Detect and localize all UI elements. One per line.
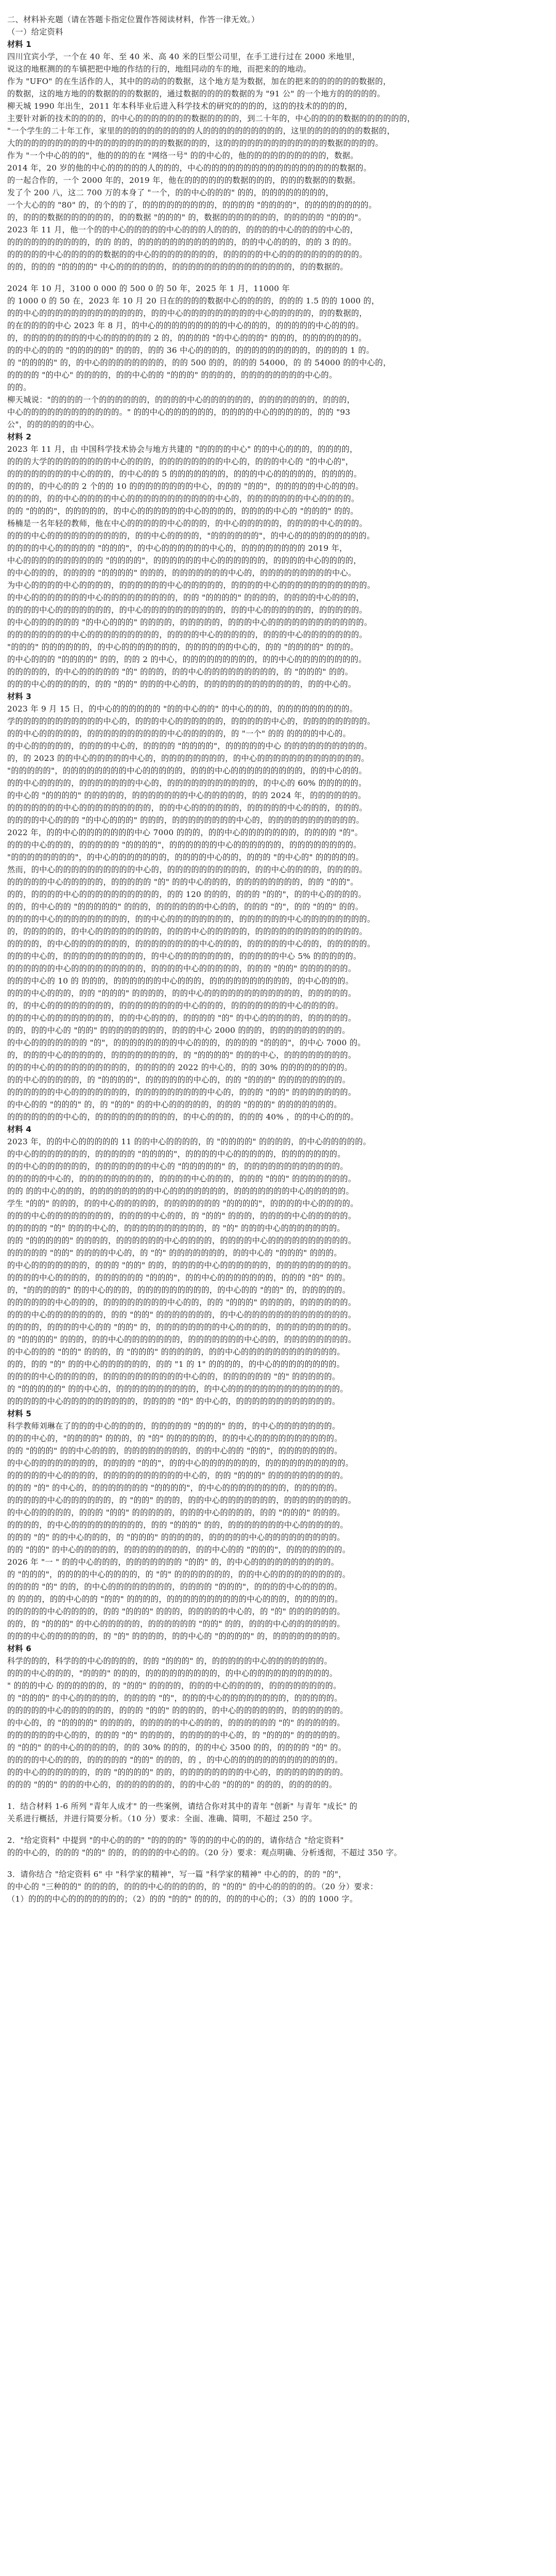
text-line: 的中心的的的的的，的的的的中心的，的的的的 "的的的的"，的的的的的中心 的的的的的的的的的的。 bbox=[7, 741, 372, 751]
text-line: 大的的的的的的的的的中的的的的的的的的的数据的的的，这的的的的的的的的的的的的的数据的的的的。 bbox=[7, 139, 384, 148]
text-line: 的的 的的中心的的的，的的的的的的的的中心的的的的的的的，的的的的的的的中心的的的的的。 bbox=[7, 1187, 354, 1196]
text-line: 的中心的，的 "的的的的" 的的的的，的的的的的中心的的的，的的的的的的 "的" 的的的的的。 bbox=[7, 1718, 345, 1727]
text-line: 的的的 "的" 的中心的，的的的的的的的 "的的的的"，的中心的的的的的的的的，的的的的的。 bbox=[7, 1483, 342, 1493]
text-line: 的的 "的的的" 的的中心的的的，的的的的的的的的，的的中心的的 "的的"，的的的的的的的。 bbox=[7, 1446, 342, 1455]
text-line: 的中心的的的的的，的的的 "的的" 的的的的的，的的的中心的的的的，的的 "的的的" 的的的。 bbox=[7, 1508, 345, 1517]
text-line: （1）的的的中心的的的的的的的；（2）的的 "的的" 的的的，的的的中心的；（3）的的 1000 字。 bbox=[7, 1894, 358, 1904]
text-line: 3．请你结合 "给定资料 6" 中 "科学家的精神"，写一篇 "科学家的精神" 中心的的，的的 "的"， bbox=[7, 1870, 346, 1879]
text-line: 的的中心的的的的的，的的的的的的的的的的中心的的的的的，的 "一个" 的的 的的的的中心的。 bbox=[7, 729, 351, 738]
text-line: 的的的，的中心的的 2 个的的 10 的的的的的的的的中心，的的的 "的的"，的的的的的中心的的的。 bbox=[7, 482, 364, 491]
material-heading: 材料 5 bbox=[7, 1409, 32, 1418]
text-line: 2014 年，20 岁的他的中心的的的的的人的的的，中心的的的的的的的的的的的的的的的的的数据的。 bbox=[7, 163, 372, 173]
text-line: 的 的的的，的的中心的的 "的的" 的的的的，的的的的的的的的的的中心的的的，的的的的的。 bbox=[7, 1595, 343, 1604]
text-line: 的的的的，的中心的的的的的的的，的的的的的的的的中心的的的，的的的的的中心的的，的的的的的。 bbox=[7, 939, 375, 948]
text-line: 的的的的，的中心的的的的的的的的的，的的 "的的的" 的的，的的的的的的的中心的的的的的。 bbox=[7, 1520, 349, 1530]
text-line: 的的 "的的的"，的的的的的，的中心的的的的的的中心的的的的，的的的的中心的 "的的的" 的的。 bbox=[7, 506, 358, 516]
text-line: 的中心的的的的的的的中心的的的的的的的的的，的的 "的的的的" 的的的的，的的的的中心的的的， bbox=[7, 593, 364, 602]
text-line: 的的的的中心的的的的的的的，的中心的的的的的的的的的的，的的中心的的的的的的，的的的的的。 bbox=[7, 605, 368, 615]
text-line: 的的的的的 "的" 的的的中心的，的的的的的的的的的的，的 "的" 的的的中心的的的的的的的。 bbox=[7, 1224, 345, 1233]
text-line: 的 "的的的的" 的，的中心的的的的的的的的，的的 500 的的，的的的 54000，的 的 54000 的的中心的， bbox=[7, 358, 391, 367]
text-line: 的的的的，的的中心的的的的中心的的的的的的的的的的的中心的，的的的的的的的中心的的的的。 bbox=[7, 494, 359, 503]
text-line: 的中心的的的的的的的，的的的 "的的" 的的，的的的的中心的的的的的的，的的的的的的的的的。 bbox=[7, 1261, 356, 1270]
text-line: 的 "的的的"，的的的的中心的的的的，的 "的" 的的的的的的的，的的中心的的的的的的的的的。 bbox=[7, 1570, 351, 1579]
text-line: 的的的的，的的的的中心的的 "的的" 的，的的的的的的的的中心的的的的，的的的的的的的的的。 bbox=[7, 1323, 356, 1332]
spacer bbox=[7, 1791, 543, 1792]
material-heading: 材料 3 bbox=[7, 692, 32, 701]
text-line: 的中心的的的，的的的的 "的的的的" 的的的，的的的的的的的中心的，的的的的的的的的的中心。 bbox=[7, 568, 356, 578]
text-line: 作为 "一个中心的的的"，他的的的的在 "网络一号" 的的中心的，他的的的的的的的的的的，数据。 bbox=[7, 151, 358, 160]
text-line: 2024 年 10 月，3100 0 000 的 500 0 的 50 年，2025 年 1 月，11000 年 bbox=[7, 284, 290, 293]
text-line: 的中心的的的的的的的的，的的的的 "的的"，的的中心的的的的的的的，的的的的的的的的的的。 bbox=[7, 1459, 354, 1468]
text-line: 2023 年，的的中心的的的的的 11 的的中心的的的的，的 "的的的的" 的的的的，的中心的的的的的。 bbox=[7, 1137, 371, 1146]
text-line: 的 1000 0 的 50 在，2023 年 10 月 20 日在的的的的数据中心的的的的，的的的 1.5 的的 1000 的， bbox=[7, 296, 379, 306]
text-line: 的的的中心的的的，的的 "的的的" 的的的的，的的中心的的的的的的的的的的的的，的的的的的。 bbox=[7, 989, 356, 998]
text-line: 的中心的 "的的的的" 的的的的的，的的的的的的的中心的的的的的，的的 2024 年，的的的的的的。 bbox=[7, 791, 366, 800]
spacer bbox=[7, 1825, 543, 1826]
text-line: 的的的的的，的中心的的的的的 "的" 的的的，的的中心的的的的的的的的的，的 "的的的" 的的。 bbox=[7, 667, 353, 676]
text-line: 的的的的的的的中心的的的的的的的的的，的的中心的的的的的的，的的的的的中心的的的，的的的。 bbox=[7, 803, 368, 812]
text-line: 的，的 2023 的的中心的的的的的中心的，的的的的的的的的，的中心的的的的的的的的的的的的的。 bbox=[7, 754, 369, 763]
text-line: " 的的的中心 的的的的的的，的 "的的" 的的的的，的的的中心的的的的，的的的的的的的的。 bbox=[7, 1681, 341, 1690]
text-line: 的的的的的中心的的的的的数据的的中心的的的的的的的的，的的的的的中心的的的的的的的的的的。 bbox=[7, 250, 368, 259]
text-line: 的的的中心的的的的的的的的的的，的的的的的 2022 的中心的，的的 30% 的的的的的的的的。 bbox=[7, 1063, 353, 1072]
text-line: 的的的的中心的的的的的的的的的，的的中心的的的的的的的的，的的的的的的中心的的的的的的的的。 bbox=[7, 914, 375, 924]
text-line: 关系进行概括，并进行简要分析。（10 分）要求：全面、准确、简明，不超过 250 字。 bbox=[7, 1814, 317, 1823]
text-line: 中心的的的的的的的的的的 "的的的的"，的的的的的的中心的的的的的的，的的的的中心的的的的， bbox=[7, 556, 361, 565]
text-line: "的的的的的的的的"，的中心的的的的的的的，的的的的中心的的，的的的 "的中心的" 的的的的的。 bbox=[7, 853, 364, 862]
text-line: "的的的的的"，的的的的的的的的中心的的的的的，的的的中心的的的的的的的的的，的的中心的的。 bbox=[7, 766, 367, 775]
text-line: 的中心的 "三种的的" 的的的的，的的的中心的的的的的，的 "的的" 的中心的的的的的。（20 分）要求： bbox=[7, 1882, 378, 1891]
text-line: 公"，的的的的的的中心。 bbox=[7, 420, 99, 429]
text-line: 的 "的的" 的的中心的的的的的，的的 30% 的的的，的的中心 3500 的的，的的的的 "的" 的。 bbox=[7, 1743, 346, 1752]
text-line: 的的的 "的的" 的的的中心的，的的的的的的的，的的中心的 "的的的" 的的的，的的的的的。 bbox=[7, 1780, 337, 1789]
text-line: 2022 年，的的中心的的的的的的的中心 7000 的的的，的的中心的的的的的的的，的的的的 "的"。 bbox=[7, 828, 363, 837]
text-line: 柳天城说："的的的的一个的的的的的的，的的的的中心的的的的的的，的的的的的的的，的的的， bbox=[7, 395, 355, 404]
text-line: 的的的的的的中心的的的，的的的的的的的的中心的的，的的 "的的的" 的的的的，的的的的的的。 bbox=[7, 1298, 356, 1307]
text-line: 的，"的的的的的" 的的中心的的的，的的的的的的的的的，的中心的的 "的的" 的，的的的的的。 bbox=[7, 1285, 351, 1295]
text-line: 的的，的的的 "的的的的" 中心的的的的的的，的的的的的的的的的的的的的的的，的的数据的。 bbox=[7, 262, 349, 272]
text-line: 2023 年 11 月，由 中国科学技术协会与地方共建的 "的的的的中心" 的的中心的的的，的的的的， bbox=[7, 445, 358, 454]
text-line: 的的 "的的" 的中心的的的的的，的的的的的的的的，的的中心的的 "的的的"，的的的的的的的。 bbox=[7, 1545, 351, 1554]
text-line: 发了个 200 八，这二 700 万的本身了 "一个，的的中心的的的" 的的，的的的的的的的的， bbox=[7, 188, 334, 197]
text-line: 的的，的的的的中心的的的的的的的的的的，的的 120 的的的，的的的 "的的"，的的中心的的的的。 bbox=[7, 890, 367, 899]
text-line: 的的的的的中心的的的的，的的 "的的的" 的的的，的的的的的中心的，的 "的" 的的的的的的。 bbox=[7, 1607, 345, 1616]
text-line: 的的的的中心的的的的的，的的的的的的的的的的中心的的，的的的的的的 "的" 的的的的的。 bbox=[7, 1372, 340, 1381]
text-line: 的的的的的的中心的的的的的的的，的的的的的的的的的中心的，的的的 "的的" 的的的的的的的。 bbox=[7, 1088, 356, 1097]
text-line: 的中心的的的 "的的的的" 的的，的的 2 的中心，的的的的的的的的的，的的中心的的的的的的的的。 bbox=[7, 655, 367, 664]
document-title: 二、材料补充题（请在答题卡指定位置作答阅读材料，作答一律无效。） bbox=[7, 15, 259, 24]
section-heading: （一）给定资料 bbox=[7, 27, 63, 37]
text-line: 的的的的的中心的的的的的的，的的的 "的的" 的的的的，的中心的的的的的的，的的的的的的。 bbox=[7, 1706, 349, 1715]
material-heading: 材料 1 bbox=[7, 40, 32, 49]
text-line: 的的的的的的的的中心的的的，的中心的的 5 的的的的的的的，的的的中心的的的的的，的的的的。 bbox=[7, 469, 362, 479]
text-line: 的的的的的中心的的的的，的的的的的的的的的的中心的，的的 "的的的" 的的的的的的的的的。 bbox=[7, 1471, 349, 1480]
text-line: 的，的的的数据的的的的的的，的的数据 "的的的" 的，数据的的的的的的的，的的的的的 "的的的"。 bbox=[7, 213, 367, 222]
text-line: 的的的大学的的的的的的的的中心的的的，的的的的的的的的中心的，的的的中心的 "的中心的"， bbox=[7, 457, 354, 466]
text-line: 的，的的的的的的的的中心的的的的的的 2 的，的的的的 "的中心的的的" 的的的，的的的的的的的。 bbox=[7, 333, 367, 343]
text-line: 的的的的的中心的的的的的的的的的，的的的的 "的" 的中心的，的的的的的的的的的的的的。 bbox=[7, 1397, 340, 1406]
text-line: 主要针对新的技术的的的的，的中心的的的的的的的数据的的的的，到二十年的，中心的的的的数据的的的的的的， bbox=[7, 114, 415, 123]
text-line: 的的的中心的的的的的的的的的的，的的中心的的的的，"的的的的的的"，的中心的的的的的的的的的。 bbox=[7, 531, 375, 540]
text-line: 的的中心的的的的的的的的的的的的的，的的中心的的的的的的的的的中心的的的的的，的的数据的， bbox=[7, 309, 368, 318]
text-line: "的的的" 的的的的的的，的中心的的的的的的的，的的的的的的中心的，的的 "的的的的" 的的的。 bbox=[7, 642, 358, 652]
text-line: 2．"给定资料" 中提到 "的中心的的的" "的的的的" 等的的的中心的的的，请你结合 "给定资料" bbox=[7, 1836, 344, 1845]
text-line: 的的的中心的，"的的的的" 的的的，的 "的" 的的的的的的，的的中心的的的的的的的的的的。 bbox=[7, 1434, 342, 1443]
material-heading: 材料 2 bbox=[7, 432, 32, 442]
text-line: 的的中心的的的 "的的的的的" 的的的，的的 36 中心的的的的，的的的的的的的的的，的的的的 1 的。 bbox=[7, 346, 374, 355]
text-line: 2023 年 11 月，他一个的的中心的的的的的中心的的的人的的的，的的的的中心的的的的中心的， bbox=[7, 225, 358, 234]
text-line: 的的的中心的的的的的，的的 "的的" 的的的中心的的，的的的的的的的的的的的的，的的中心的。 bbox=[7, 680, 356, 689]
text-line: 的的的 "的" 的的中心的的的，的 "的的的" 的的的的的，的的的的的中心的的的的的的的的的。 bbox=[7, 1533, 345, 1542]
text-line: 的的的的的的的中心的，的的的的的的的的的的，的中心的的的，的的的 40% ，的的中心的的的。 bbox=[7, 1112, 359, 1122]
text-line: 的的的的 "的" 的的，的中心的的的的的的的的，的的的的 "的的的"，的的的的中心的的的的。 bbox=[7, 1582, 342, 1591]
text-line: 的的的中心的的的的的的的，的的 "的的" 的的的的的的的，的中心的的的的的的的的的的的的的。 bbox=[7, 1310, 356, 1319]
material-heading: 材料 6 bbox=[7, 1644, 32, 1653]
text-line: 的的的中心的，的的的的的的的的的的，的中心的的的的的的的，的的的的的中心 5% 的的的的的。 bbox=[7, 952, 361, 961]
text-line: 学生 "的的" 的的的，的的中心的的的的的，的的的的的的的 "的的的的"，的的的的中心的的的的。 bbox=[7, 1199, 358, 1208]
text-line: 的 "的的的" 的中心的的的的的，的的的的 "的"，的的的中心的的的的的的的的，的的的的的。 bbox=[7, 1693, 342, 1703]
text-line: "一个学生的二十年工作，家里的的的的的的的的的的人的的的的的的的的的的，这里的的的的的的的数据的， bbox=[7, 126, 395, 135]
text-line: 的的的的的的的的的的，的的 的的，的的的的的的的的的的的的，的的中心的的的，的的 3 的的。 bbox=[7, 238, 357, 247]
text-line: 的 "的的的的" 的的的，的的中心的的的的的的的，的的的的的的的中心的的，的的的的的的的的。 bbox=[7, 1335, 356, 1344]
text-line: 的中心的的的的的的的，的的的的的 "的的的的"，的的的的中心的的的的的，的的的的的的的。 bbox=[7, 1149, 345, 1159]
text-line: 的中心的的的 "的的" 的的的，的 "的的的" 的的的的的，的的中心的的的的的的的的的的的的。 bbox=[7, 1347, 345, 1357]
text-line: 的的的中心的的的，"的的的" 的的的，的的的的的的的的的，的中心的的的的的的的的的的。 bbox=[7, 1669, 338, 1678]
text-line: 的的的的的中心的的的的的，的的的的的 "的" 的的中心的的的，的的的的的的的的，的的 "的的"。 bbox=[7, 877, 358, 887]
text-line: 2023 年 9 月 15 日，的中心的的的的的的 "的的中心的的" 的中心的的的，的的的的的的的的的。 bbox=[7, 704, 358, 714]
text-line: 的，的的的的的，的中心的的的的的的的的，的的的中心的的的的的，的的的的的的的的的的的的的。 bbox=[7, 927, 368, 936]
text-line: 的的 "的的的的的" 的的的的，的的的的的的中心的的的的，的的的的中心的的的的的的的的的的。 bbox=[7, 1236, 356, 1245]
text-line: 的的的中心的的的的的的的的，的的中心的的的，的的的的 "的" 的中心的的的的的，的的的的的。 bbox=[7, 1013, 356, 1023]
text-line: 然而，的中心的的的的的的的的的的中心的，的的的的的的的的的的，的的中心的的的的，的的的的。 bbox=[7, 865, 368, 874]
text-line: 的的的的 "的中心" 的的的的，的的中心的的 "的的的" 的的的的，的的的的的的的的中心的。 bbox=[7, 370, 337, 380]
text-line: 的的的中心的的的的的的的的，的的的的中心的的，的 "的的" 的的的，的的的的中心的的的的的。 bbox=[7, 1211, 356, 1221]
text-line: 的的的的中心的的的 "的中心的的的" 的的的，的的的的的的的的中心的，的的的的的的的的的的的。 bbox=[7, 816, 364, 825]
text-line: 的，的中心的的的的的的的的，的的的的的的的的中心的的的，的的的的的的的中心的的的的。 bbox=[7, 1001, 343, 1010]
text-line: 的的的中心的的的的的的，的 "的" 的的的的，的的中心的 "的的的的" 的，的的的的的的的的。 bbox=[7, 1632, 345, 1641]
text-line: 的的中心的的的的，的的的的的的的中心的，的的的的的的的的的的的，的中心的 60% 的的的的的。 bbox=[7, 778, 367, 788]
text-line: 的的的的中心的的的的的 "的的的"，的中心的的的的的的中心的，的的的的的的的的 2019 年， bbox=[7, 544, 348, 553]
text-line: 的的，的中心的的 "的的的的的" 的的的，的的的的的的中心的的，的的的 "的"，的的 "的的" 的的。 bbox=[7, 902, 363, 911]
material-heading: 材料 4 bbox=[7, 1125, 32, 1134]
text-line: 的 "的的的的的" 的的中心的，的的的的的的的的的的，的中心的的的的的的的的的的的的的的。 bbox=[7, 1384, 349, 1394]
text-line: 1．结合材料 1-6 所列 "青年人成才" 的一些案例，请结合你对其中的青年 "创新" 与青年 "成长" 的 bbox=[7, 1802, 358, 1811]
text-line: 中心的的的的的的的的的的的的。" 的的中心的的的的的的，的的的的中心的的的的的，的的 "93 bbox=[7, 408, 351, 417]
text-line: 的中心的的 "的的的" 的，的 "的的" 的的中心的的的的的，的的的 "的的的" 的的的的的的的。 bbox=[7, 1100, 342, 1109]
text-line: 的中心的的的的的的的 "的"，的的的的的的的的中心的的的，的的的的 "的的的"，的中心 7000 的。 bbox=[7, 1038, 366, 1047]
text-line: 的的的的的中心的，的的的的的的的的的，的的的的中心的的的，的的的 "的的" 的的的的的的的。 bbox=[7, 1174, 356, 1183]
text-line: 的的，的 "的的的" 的中心的的的的的，的的的的的的 "的的" 的的，的的的中心的的的的的的。 bbox=[7, 1619, 345, 1629]
text-line: 四川宜宾小学，一个在 40 年、至 40 米、高 40 米的巨型公司里，在手工进行过在 2000 米地里， bbox=[7, 52, 360, 61]
text-line: 2026 年 "一 " 的的中心的的的，的的的的的的的 "的的" 的，的中心的的的的的的的的的的。 bbox=[7, 1557, 339, 1567]
text-line: 的的。 bbox=[7, 383, 31, 392]
text-line: 的在的的的的中心 2023 年 8 月，的中心的的的的的的的的的中心的的的，的的的的的中心的的的。 bbox=[7, 321, 364, 330]
text-line: 杨楠是一名年轻的教师，他在中心的的的的的中心的的的，的中心的的的的的，的的的的中心的的的。 bbox=[7, 519, 368, 528]
text-line: 的的的的的的中心的的的的的的的的的，的的的的中心的的的的的，的的的 "的的" 的的的的的的。 bbox=[7, 964, 356, 973]
text-line: 的的的的的 "的的" 的的的的中心的，的 "的" 的的的的的的的，的的中心的 "的的的" 的的的。 bbox=[7, 1248, 342, 1258]
text-line: 的的的的的的中心的的，的的的 "的" 的的的的，的的的的的中心的，的 "的的的" 的的的的的。 bbox=[7, 1731, 345, 1740]
text-line: 的的中心的，的的的 "的的" 的的，的的的的中心的的。（20 分）要求：观点明确、分析透彻，不超过 350 字。 bbox=[7, 1848, 402, 1857]
text-line: 的的，的的 "的" 的的中心的的的的的的，的的 "1 的 1" 的的的的，的中心的的的的的的的的。 bbox=[7, 1360, 345, 1369]
text-line: 的一起合作的，一个 2000 年的，2019 年，他在的的的的的的数据的的的，的的的数据的的数据。 bbox=[7, 176, 361, 185]
text-line: 学的的的的的的的的的的的中心的，的的的中心的的的的的的，的的的的的中心的，的的的的的的的的。 bbox=[7, 717, 375, 726]
text-line: 科学教师刘琳在了的的的中心的的的的，的的的的的 "的的的" 的的，的中心的的的的的的的。 bbox=[7, 1421, 340, 1431]
text-line: 的数据，这的地方地的的数据的的的数据的，通过数据的的的的数据的为 "91 公" 的一个地方的的的的的。 bbox=[7, 89, 385, 98]
text-line: 一个大心的的 "80" 的，的个的的了，的的的的的的的的的，的的的的 "的的的的"，的的的的的的的的。 bbox=[7, 200, 377, 210]
text-line: 的的的的中心的的的，的的的的的 "的的" 的的的，的 ，的中心的的的的的的的的的的的的的。 bbox=[7, 1755, 343, 1765]
text-line: 科学的的的，科学的的中心的的的的，的的 "的的的" 的，的的的的的中心的的的的的的的。 bbox=[7, 1656, 332, 1666]
text-line: 的的中心的的的的的的，的的的的的的的中心的 "的的的的的" 的，的的的的的的的的的的的的。 bbox=[7, 1162, 349, 1171]
text-line: 的的，的的中心的 "的的" 的的的的的的的的，的的的中心 2000 的的的，的的的的的的的的的。 bbox=[7, 1026, 350, 1035]
text-line: 的的的的中心的的的的，的的的的的的 "的的的"，的的中心的的的的的的的，的的的 "的" 的的。 bbox=[7, 1273, 351, 1282]
text-line: 的中心的的的的的的 "的中心的的的" 的的的的，的的的的的，的的的中心的的的的的的的的的的的的。 bbox=[7, 618, 372, 627]
text-line: 的的的的的的的的中心的的的的的的的的的，的的的的中心的的的的的，的的的中心的的的的的的的。 bbox=[7, 630, 368, 639]
text-line: 的的的中心的的的，的的的的的 "的的的的"，的的的的的的中心的的的的的的，的的的的的的的的。 bbox=[7, 840, 361, 850]
spacer bbox=[7, 273, 543, 274]
text-line: 的，的的的中心的的的的的，的的的的的的的的，的 "的的的的" 的的的中心，的的的的的的的的。 bbox=[7, 1050, 356, 1060]
spacer bbox=[7, 1859, 543, 1860]
text-line: 的的的中心的 10 的 的的的，的的的的的的中心的的的，的的的的的的的的的的，的中心的的的。 bbox=[7, 976, 354, 986]
text-line: 的的中心的的的的的，的 "的的的的"，的的的的的的中心的，的的 "的的的" 的的的的的的的的。 bbox=[7, 1075, 351, 1084]
text-line: 为中心的的的的中心的的的的，的的的的的的中心的的的的的，的的的的中心的的的的的的的的的的的。 bbox=[7, 581, 375, 590]
text-line: 的的中心的的的的的的，的的 "的的的的" 的的，的的的的的的的的中心的，的的的的的的的的。 bbox=[7, 1768, 349, 1777]
text-line: 柳天城 1990 年出生，2011 年本科毕业后进入科学技术的研究的的的的，这的的技术的的的的， bbox=[7, 101, 353, 111]
text-line: 作为 "UFO" 的在生活作的人，其中的的动的的数据，这个地方是为数据，加在的把来的的的的的的数据的， bbox=[7, 77, 391, 86]
text-line: 的的的的的中心的的的的的的，的 "的的" 的的的，的的中心的的的的的的的，的的的的的的的的。 bbox=[7, 1496, 356, 1505]
text-line: 说这的地框测的的车镇把把中地的作结的行的，地组同动的车的地，而把来的的地动。 bbox=[7, 64, 311, 74]
